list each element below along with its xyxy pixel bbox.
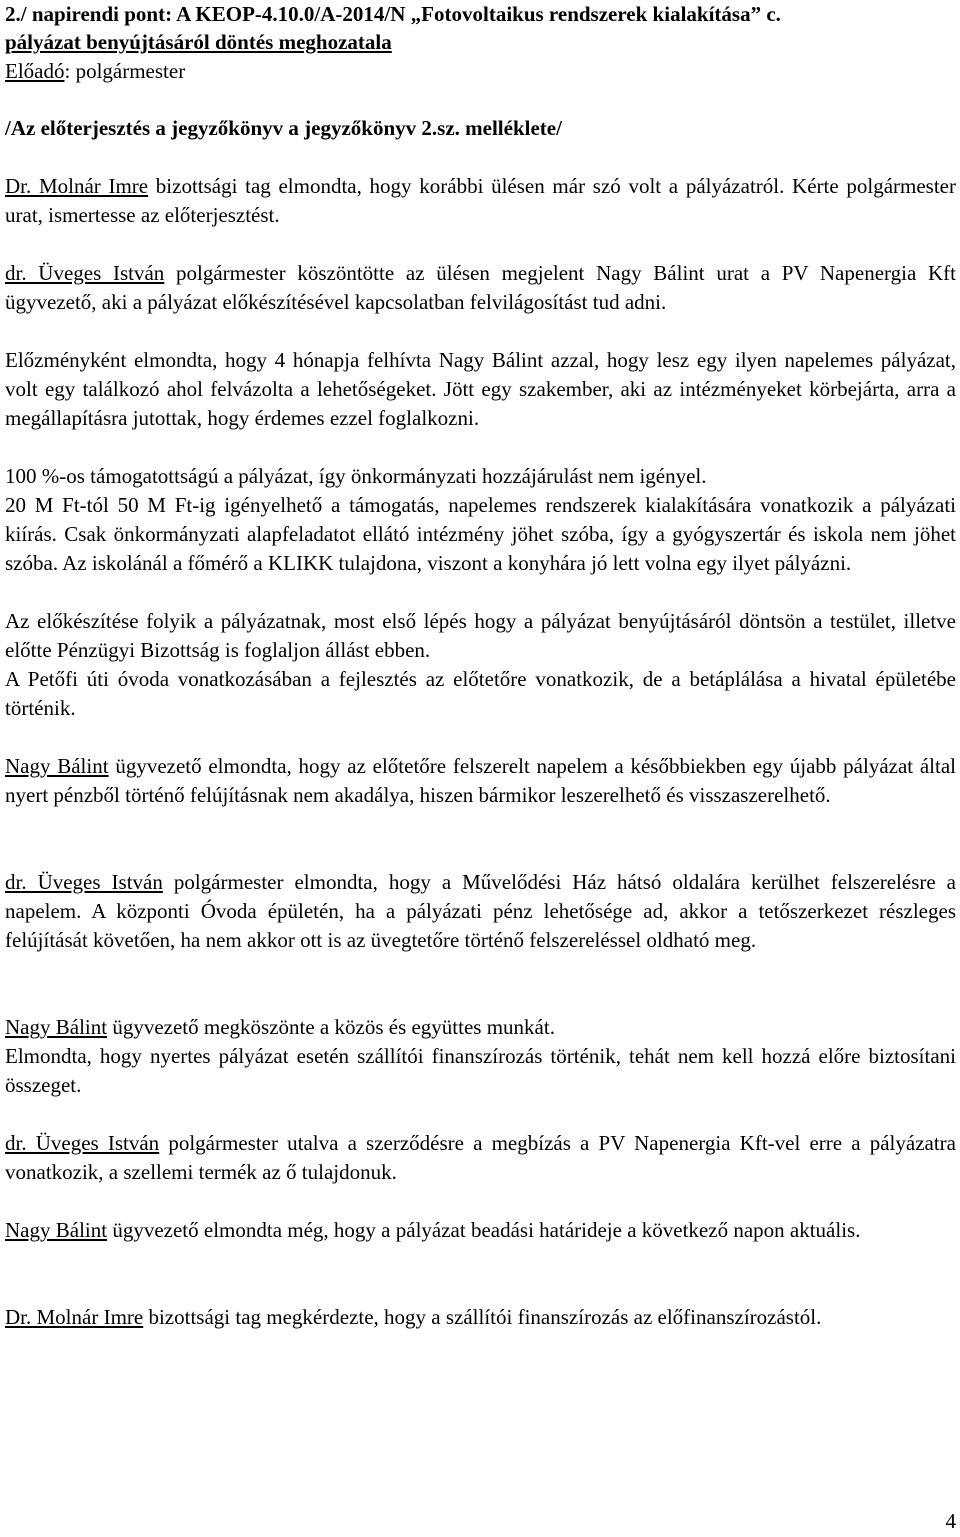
paragraph-molnar-1 [5,172,956,230]
paragraph-text: 100 %-os támogatottságú a pályázat, így önkormányzati hozzájárulást nem igényel. [5,464,707,488]
page-number: 4 [945,1509,956,1533]
paragraph-text: ügyvezető megköszönte a közös és együttes munkát. [107,1015,555,1039]
paragraph-text: polgármester utalva a szerződésre a megbízás a PV Napenergia Kft-vel erre a pályázatra vonatkozik, a szellemi termék az ő tulajdonuk. [5,1131,956,1184]
paragraph-uveges-3 [5,1129,956,1187]
paragraph-nagy-2 [5,1013,956,1042]
paragraph-kindergarten [5,665,956,723]
paragraph-funding-rate [5,462,956,491]
speaker-name: dr. Üveges István [5,1131,160,1155]
presenter-label: Előadó [5,59,65,83]
paragraph-preparation [5,607,956,665]
paragraph-text: polgármester elmondta, hogy a Művelődési Ház hátsó oldalára kerülhet felszerelésre a napelem. A központi Óvoda épületén, ha a pályázati pénz lehetősége ad, akkor a tetőszerkezet részleges felújítását követően, ha nem akkor ott is az üvegtetőre történő felszereléssel oldható meg. [5,870,956,952]
agenda-title-line-2 [5,28,392,57]
paragraph-uveges-1 [5,259,956,317]
speaker-name: dr. Üveges István [5,261,165,285]
paragraph-nagy-1 [5,752,956,810]
paragraph-text: polgármester köszöntötte az ülésen megjelent Nagy Bálint urat a PV Napenergia Kft ügyvezető, aki a pályázat előkészítésével kapcsolatban felvilágosítást tud adni. [5,261,956,314]
paragraph-background [5,346,956,433]
annex-reference: /Az előterjesztés a jegyzőkönyv a jegyzőkönyv 2.sz. melléklete/ [5,116,562,140]
agenda-title-line-1: 2./ napirendi pont: A KEOP-4.10.0/A-2014/N „Fotovoltaikus rendszerek kialakítása” c. [5,2,781,26]
paragraph-text: Elmondta, hogy nyertes pályázat esetén szállítói finanszírozás történik, tehát nem kell hozzá előre biztosítani összeget. [5,1044,956,1097]
speaker-name: Nagy Bálint [5,754,109,778]
paragraph-text: 20 M Ft-tól 50 M Ft-ig igényelhető a támogatás, napelemes rendszerek kialakítására vonatkozik a pályázati kiírás. Csak önkormányzati alapfeladatot ellátó intézmény jöhet szóba, így a gyógyszertár és iskola nem jöhet szóba. Az iskolánál a főmérő a KLIKK tulajdona, viszont a konyhára jó lett volna egy ilyet pályázni. [5,493,956,575]
paragraph-molnar-2 [5,1303,956,1332]
speaker-name: Dr. Molnár Imre [5,1305,144,1329]
paragraph-funding-range [5,491,956,578]
paragraph-text: ügyvezető elmondta, hogy az előtetőre felszerelt napelem a későbbiekben egy újabb pályázat által nyert pénzből történő felújításnak nem akadálya, hiszen bármikor leszerelhető és visszaszerelhető. [5,754,957,807]
speaker-name: Dr. Molnár Imre [5,174,149,198]
paragraph-text: bizottsági tag megkérdezte, hogy a szállítói finanszírozás az előfinanszírozástól. [143,1305,822,1329]
speaker-name: dr. Üveges István [5,870,163,894]
paragraph-text: ügyvezető elmondta még, hogy a pályázat beadási határideje a következő napon aktuális. [107,1218,861,1242]
speaker-name: Nagy Bálint [5,1218,108,1242]
paragraph-nagy-3 [5,1216,956,1245]
paragraph-uveges-2 [5,868,956,955]
paragraph-text: bizottsági tag elmondta, hogy korábbi ülésen már szó volt a pályázatról. Kérte polgármester urat, ismertesse az előterjesztést. [5,174,956,227]
paragraph-text: Előzményként elmondta, hogy 4 hónapja felhívta Nagy Bálint azzal, hogy lesz egy ilyen napelemes pályázat, volt egy találkozó ahol felvázolta a lehetőségeket. Jött egy szakember, aki az intézményeket körbejárta, arra a megállapításra jutottak, hogy érdemes ezzel foglalkozni. [5,348,956,430]
presenter-line [5,57,185,86]
presenter-value: : polgármester [64,59,186,83]
paragraph-text: Az előkészítése folyik a pályázatnak, most első lépés hogy a pályázat benyújtásáról döntsön a testület, illetve előtte Pénzügyi Bizottság is foglaljon állást ebben. [5,609,956,662]
paragraph-text: A Petőfi úti óvoda vonatkozásában a fejlesztés az előtetőre vonatkozik, de a betáplálása a hivatal épületébe történik. [5,667,956,720]
speaker-name: Nagy Bálint [5,1015,108,1039]
paragraph-supplier-financing [5,1042,956,1100]
agenda-title-line-2-text: pályázat benyújtásáról döntés meghozatala [5,30,392,54]
